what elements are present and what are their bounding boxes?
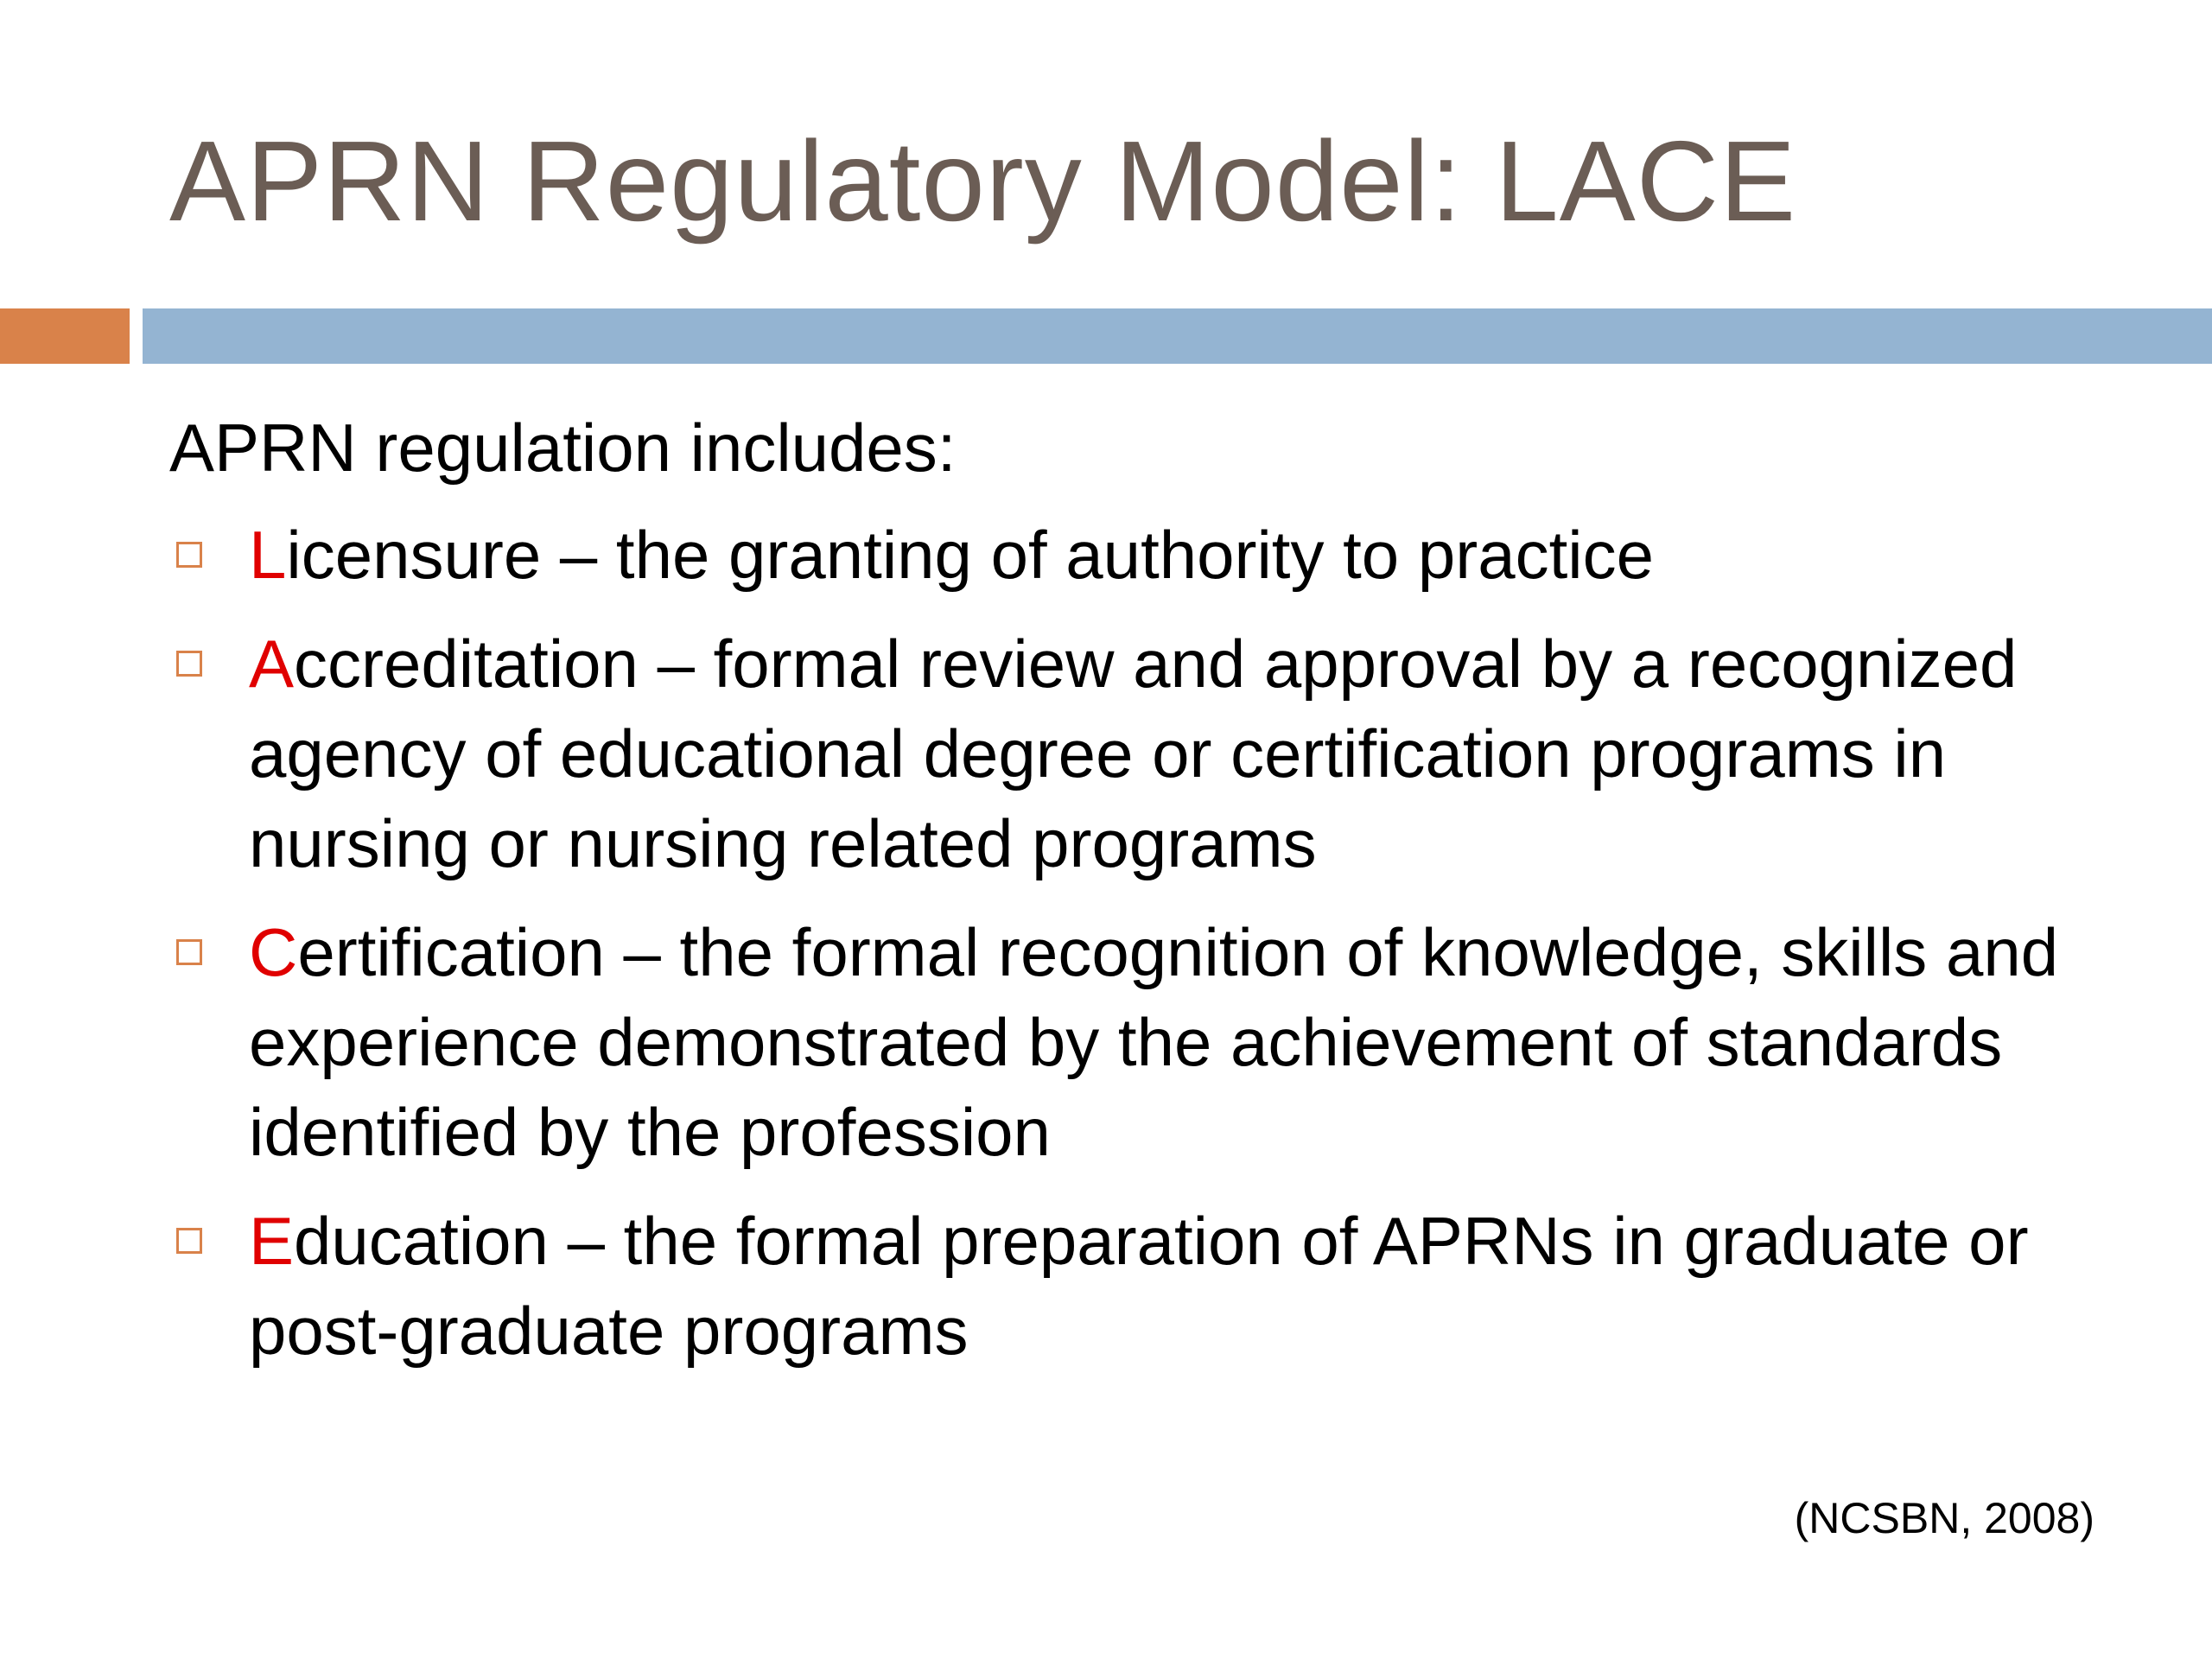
item-initial: E	[249, 1203, 295, 1279]
item-text: ertification – the formal recognition of knowledge, skills and experience demonstrated by the achievement of standards identified by the profession	[249, 914, 2059, 1170]
list-item-licensure	[169, 510, 2122, 600]
citation: (NCSBN, 2008)	[1794, 1494, 2094, 1542]
hollow-square-bullet-icon	[176, 651, 202, 677]
lace-list	[169, 510, 2122, 1395]
hollow-square-bullet-icon	[176, 939, 202, 965]
hollow-square-bullet-icon	[176, 542, 202, 568]
item-text: icensure – the granting of authority to practice	[286, 517, 1654, 593]
item-initial: L	[249, 517, 287, 593]
item-text: ccreditation – formal review and approval by a recognized agency of educational degree or certification programs in nursing or nursing related programs	[249, 626, 2018, 881]
intro-text: APRN regulation includes:	[169, 410, 957, 486]
item-text: ducation – the formal preparation of APRNs in graduate or post-graduate programs	[249, 1203, 2029, 1369]
title-accent-bar	[0, 308, 130, 364]
slide-title: APRN Regulatory Model: LACE	[169, 118, 1797, 245]
title-divider-bar	[143, 308, 2212, 364]
hollow-square-bullet-icon	[176, 1228, 202, 1254]
list-item-education	[169, 1196, 2122, 1376]
list-item-accreditation	[169, 619, 2122, 888]
item-initial: A	[249, 626, 295, 702]
list-item-certification	[169, 907, 2122, 1177]
item-initial: C	[249, 914, 298, 990]
